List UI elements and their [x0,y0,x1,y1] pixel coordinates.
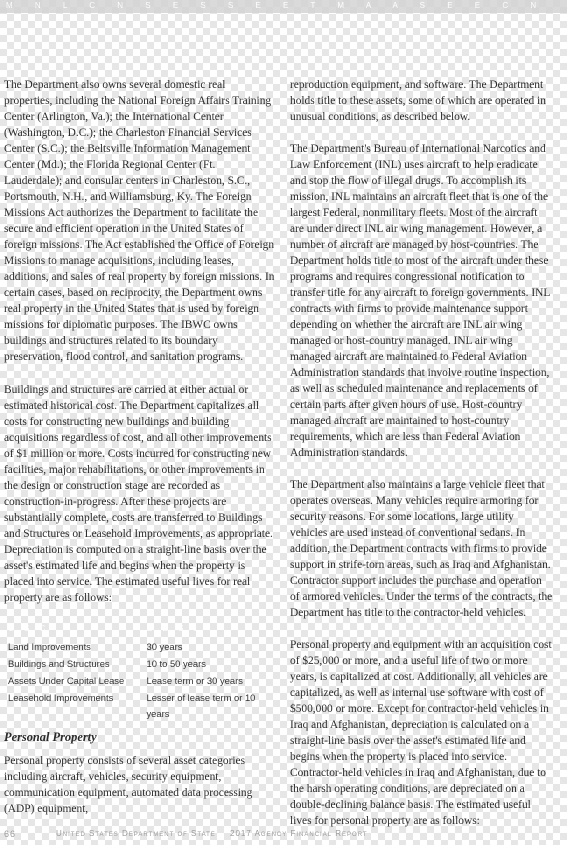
table-row [4,656,276,673]
header-band-text: M N L C N S E S S E E T M A A S E E C N [6,1,547,10]
vehicle-fleet-paragraph: The Department also maintains a large vehicle fleet that operates overseas. Many vehicles require armoring for security reasons. For some locations, large utility vehicles are used instead of conventional sedans. In addition, the Department contracts with firms to provide support in strife-torn areas, such as Iraq and Afghanistan. Contractor support includes the purchase and operation of armored vehicles. Under the terms of the contracts, the Department has title to the contractor-held vehicles. [290,479,553,619]
table-cell-life: 30 years [146,641,183,652]
useful-lives-table [4,621,276,719]
buildings-structures-paragraph: Buildings and structures are carried at either actual or estimated historical cost. The Department capitalizes all costs for constructing new buildings and building acquisitions regardless of cost, and all other improvements of $1 million or more. Costs incurred for constructing new facilities, major rehabilitations, or other improvements in the design or construction stage are recorded as construction-in-progress. After these projects are substantially complete, costs are transferred to Buildings and Structures or Leasehold Improvements, as appropriate. Depreciation is computed on a straight-line basis over the asset's estimated life and begins when the property is placed into service. The estimated useful lives for real property are as follows: [4,384,273,604]
table-cell-life: Lesser of lease term or 10 years [146,692,256,719]
table-header-life: E E S L [147,624,203,633]
inl-aircraft-paragraph: The Department's Bureau of International Narcotics and Law Enforcement (INL) uses aircraft to help eradicate and stop the flow of illegal drugs. To accomplish its mission, INL maintains an aircraft fleet that is one of the largest Federal, nonmilitary fleets. Most of the aircraft are under direct INL air wing management. However, a number of aircraft are managed by host-countries. The Department holds title to most of the aircraft under these programs and requires congressional notification to transfer title for any aircraft to foreign governments. INL contracts with firms to provide maintenance support depending on whether the aircraft are INL air wing managed or host-country managed. INL air wing managed aircraft are maintained to Federal Aviation Administration standards that involve routine inspection, as well as scheduled maintenance and replacements of certain parts after given hours of use. Host-country managed aircraft are maintained to host-country requirements, which are less than Federal Aviation Administration standards. [290,143,550,459]
section-heading-personal-property: Personal Property [4,730,97,744]
footer-report-title: 2017 Agency Financial Report [230,829,368,838]
page-footer [0,828,567,840]
capitalization-paragraph: Personal property and equipment with an acquisition cost of $25,000 or more, and a useful life of two or more years, is capitalized at cost. Additionally, all vehicles are capitalized, as well as internal use software with cost of $500,000 or more. Except for contractor-held vehicles in Iraq and Afghanistan, depreciation is calculated on a straight-line basis over the asset's estimated life and begins when the property is placed into service. Contractor-held vehicles in Iraq and Afghanistan, due to the harsh operating conditions, are depreciated on a double-declining balance basis. The estimated useful lives for personal property are as follows: [290,639,552,827]
table-cell-life: 10 to 50 years [146,658,206,669]
reproduction-equipment-paragraph: reproduction equipment, and software. The Department holds title to these assets, some of which are operated in unusual conditions, as described below. [290,79,546,123]
personal-property-paragraph: Personal property consists of several asset categories including aircraft, vehicles, security equipment, communication equipment, automated data processing (ADP) equipment, [4,755,253,815]
table-row [4,673,276,690]
table-row [4,690,276,719]
table-header [4,621,276,637]
table-cell-category: Land Improvements [8,641,91,652]
table-cell-category: Buildings and Structures [8,658,110,669]
header-band [0,0,567,13]
table-cell-category: Leasehold Improvements [8,692,114,703]
left-column [4,77,276,834]
table-header-category: C S C [8,624,50,633]
footer-department-title: United States Department of State [56,829,216,838]
right-column [290,77,553,845]
domestic-property-paragraph: The Department also owns several domestic real properties, including the National Foreign Affairs Training Center (Arlington, Va.); the International Center (Washington, D.C.); the Charleston Financial Services Center (S.C.); the Beltsville Information Management Center (Md.); the Florida Regional Center (Ft. Lauderdale); and consular centers in Charleston, S.C., Portsmouth, N.H., and Williamsburg, Ky. The Foreign Missions Act authorizes the Department to facilitate the secure and efficient operation in the United States of foreign missions. The Act established the Office of Foreign Missions to manage acquisitions, including leases, additions, and sales of real property by foreign missions. In certain cases, based on reciprocity, the Department owns real property in the United States that is used by foreign missions for diplomatic purposes. The IBWC owns buildings and structures related to its boundary preservation, flood control, and sanitation programs. [4,79,275,363]
page-number: 66 [4,829,17,839]
table-row [4,639,276,656]
table-cell-category: Assets Under Capital Lease [8,675,125,686]
table-cell-life: Lease term or 30 years [146,675,243,686]
